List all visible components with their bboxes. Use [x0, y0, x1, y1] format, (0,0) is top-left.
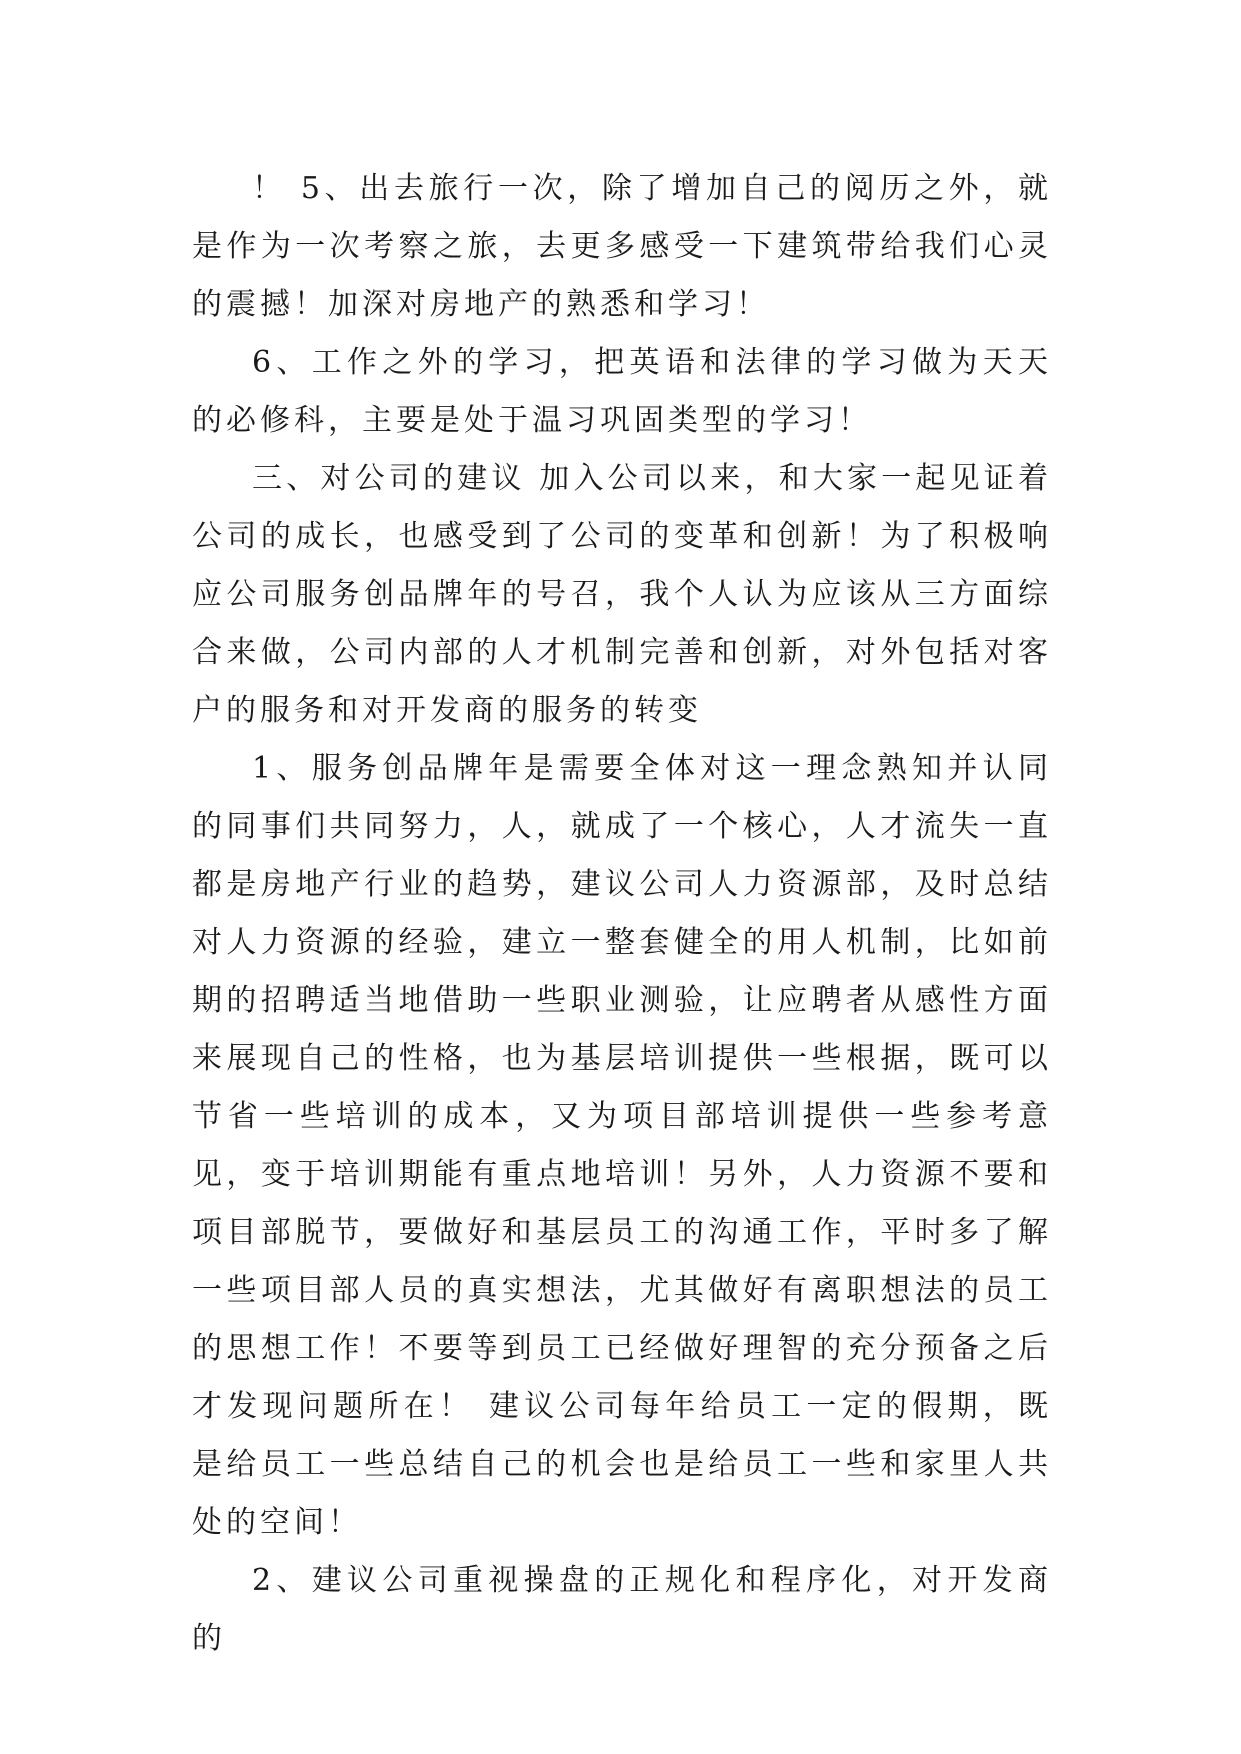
paragraph-operation-suggestion: 2、建议公司重视操盘的正规化和程序化，对开发商的 [192, 1563, 1052, 1656]
paragraph-travel: ！ 5、出去旅行一次，除了增加自己的阅历之外，就是作为一次考察之旅，去更多感受一下建筑带给我们心灵的震撼！加深对房地产的熟悉和学习！ [192, 171, 1052, 322]
document-body [192, 160, 1052, 1668]
paragraph-study: 6、工作之外的学习，把英语和法律的学习做为天天的必修科，主要是处于温习巩固类型的学习！ [192, 345, 1052, 438]
paragraph-hr-suggestion: 1、服务创品牌年是需要全体对这一理念熟知并认同的同事们共同努力，人，就成了一个核心，人才流失一直都是房地产行业的趋势，建议公司人力资源部，及时总结对人力资源的经验，建立一整套健全的用人机制，比如前期的招聘适当地借助一些职业测验，让应聘者从感性方面来展现自己的性格，也为基层培训提供一些根据，既可以节省一些培训的成本，又为项目部培训提供一些参考意见，变于培训期能有重点地培训！另外，人力资源不要和项目部脱节，要做好和基层员工的沟通工作，平时多了解一些项目部人员的真实想法，尤其做好有离职想法的员工的思想工作！不要等到员工已经做好理智的充分预备之后才发现问题所在！ 建议公司每年给员工一定的假期，既是给员工一些总结自己的机会也是给员工一些和家里人共处的空间！ [192, 751, 1052, 1540]
paragraph-company-suggestions: 三、对公司的建议 加入公司以来，和大家一起见证着公司的成长，也感受到了公司的变革和创新！为了积极响应公司服务创品牌年的号召，我个人认为应该从三方面综合来做，公司内部的人才机制完善和创新，对外包括对客户的服务和对开发商的服务的转变 [192, 461, 1052, 728]
